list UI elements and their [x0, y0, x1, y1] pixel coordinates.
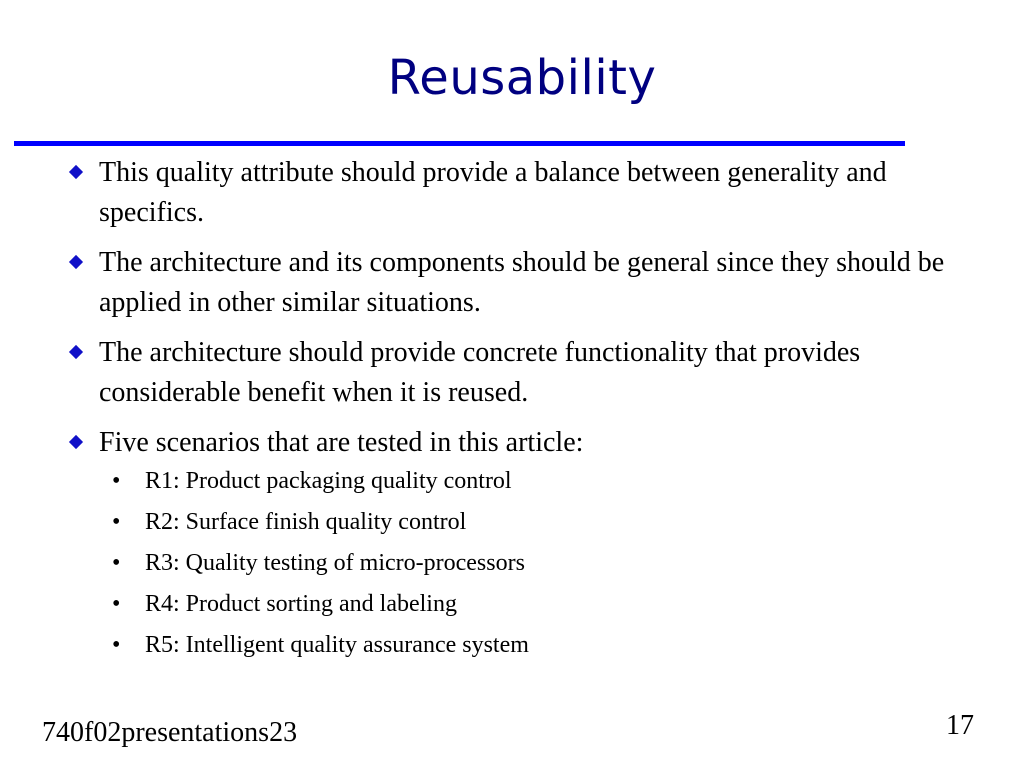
bullet-item	[62, 153, 962, 233]
scenario-item	[112, 508, 812, 537]
bullet-item	[62, 333, 962, 413]
bullet-item	[62, 243, 962, 323]
bullet-text: This quality attribute should provide a balance between generality and specifics.	[99, 157, 887, 228]
dot-bullet-icon: •	[112, 509, 121, 535]
scenario-item	[112, 467, 812, 496]
scenario-list	[112, 467, 812, 672]
dot-bullet-icon: •	[112, 591, 121, 617]
diamond-bullet-icon	[69, 255, 83, 269]
bullet-item	[62, 423, 962, 463]
bullet-text: The architecture should provide concrete functionality that provides considerable benefit when it is reused.	[99, 337, 861, 408]
bullet-list	[62, 153, 962, 473]
dot-bullet-icon: •	[112, 550, 121, 576]
scenario-item	[112, 631, 812, 660]
scenario-item	[112, 590, 812, 619]
dot-bullet-icon: •	[112, 632, 121, 658]
scenario-text: R2: Surface finish quality control	[145, 509, 467, 535]
slide-title: Reusability	[387, 50, 657, 106]
scenario-item	[112, 549, 812, 578]
scenario-text: R5: Intelligent quality assurance system	[145, 632, 529, 658]
scenario-text: R4: Product sorting and labeling	[145, 591, 457, 617]
diamond-bullet-icon	[69, 165, 83, 179]
footer-source: 740f02presentations23	[42, 717, 298, 748]
scenario-text: R1: Product packaging quality control	[145, 468, 512, 494]
page-number: 17	[946, 710, 974, 741]
scenario-text: R3: Quality testing of micro-processors	[145, 550, 525, 576]
bullet-text: Five scenarios that are tested in this article:	[99, 427, 584, 458]
diamond-bullet-icon	[69, 435, 83, 449]
title-underline	[14, 141, 905, 146]
bullet-text: The architecture and its components should be general since they should be applied in other similar situations.	[99, 247, 945, 318]
diamond-bullet-icon	[69, 345, 83, 359]
dot-bullet-icon: •	[112, 468, 121, 494]
